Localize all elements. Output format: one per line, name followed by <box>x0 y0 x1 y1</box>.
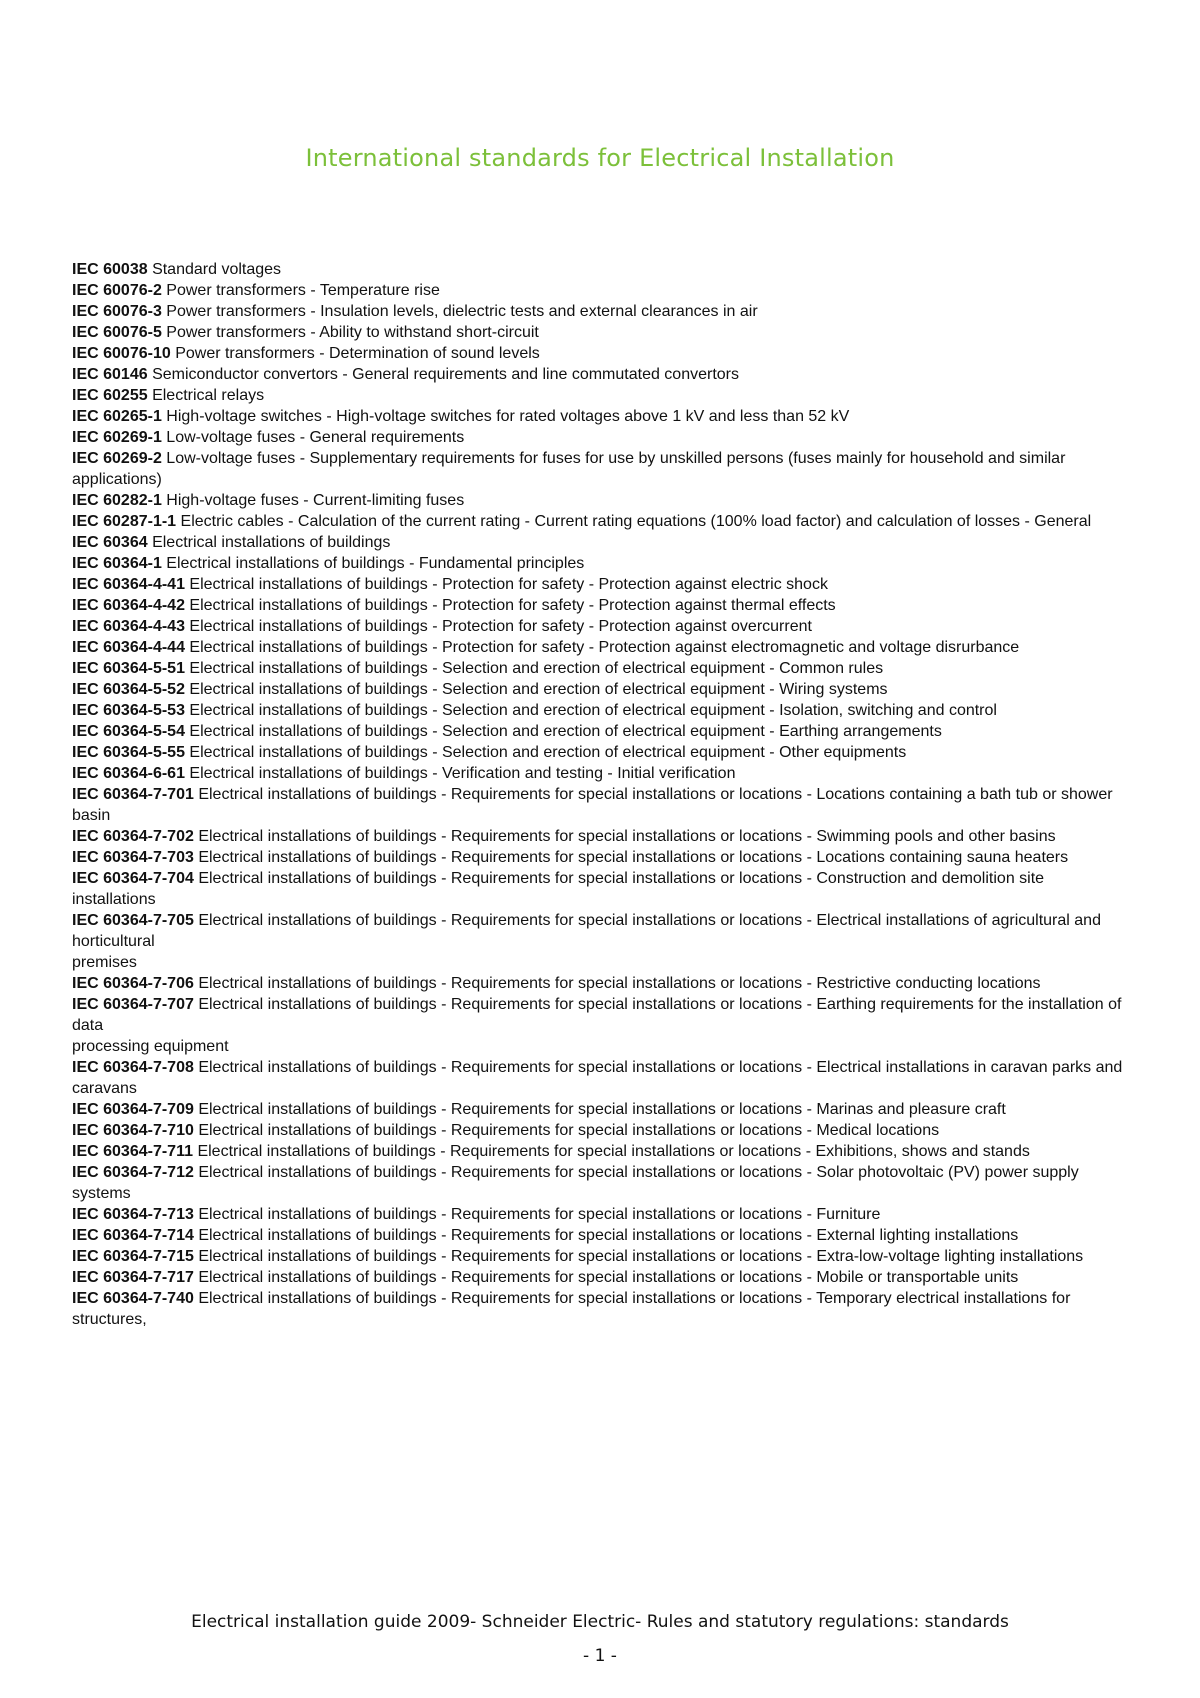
standard-entry <box>72 259 1128 280</box>
standard-description: Electrical installations of buildings - Requirements for special installations or locations - External lighting installations <box>198 1227 1019 1244</box>
standard-entry <box>72 847 1128 868</box>
standard-description: Electrical installations of buildings - Selection and erection of electrical equipment - Earthing arrangements <box>189 723 942 740</box>
standard-code: IEC 60364-4-42 <box>72 597 185 614</box>
standard-description: Electrical installations of buildings - Requirements for special installations or locations - Mobile or transportable units <box>198 1269 1019 1286</box>
standard-entry <box>72 532 1128 553</box>
standard-entry <box>72 1204 1128 1225</box>
standard-code: IEC 60076-5 <box>72 324 162 341</box>
standard-description: Electrical installations of buildings - Requirements for special installations or locations - Temporary electrical installations for structures, <box>72 1290 1071 1328</box>
standard-entry <box>72 301 1128 322</box>
standard-code: IEC 60269-2 <box>72 450 162 467</box>
standard-entry <box>72 343 1128 364</box>
page-number: - 1 - <box>583 1646 617 1666</box>
standard-code: IEC 60364-7-712 <box>72 1164 194 1181</box>
standard-code: IEC 60364-7-706 <box>72 975 194 992</box>
standard-description: Electrical installations of buildings - Requirements for special installations or locations - Furniture <box>198 1206 881 1223</box>
page-title: International standards for Electrical Installation <box>305 144 895 172</box>
standard-description-continued: processing equipment <box>72 1038 229 1055</box>
standard-entry <box>72 406 1128 427</box>
standard-code: IEC 60364-7-708 <box>72 1059 194 1076</box>
standard-code: IEC 60364-1 <box>72 555 162 572</box>
standard-description: Power transformers - Determination of sound levels <box>175 345 540 362</box>
standard-entry <box>72 574 1128 595</box>
standard-description: Electrical installations of buildings - Selection and erection of electrical equipment - Common rules <box>189 660 884 677</box>
standard-entry <box>72 973 1128 994</box>
standard-description: Electrical relays <box>152 387 265 404</box>
standard-entry <box>72 721 1128 742</box>
standard-description: Electrical installations of buildings - Requirements for special installations or locations - Swimming pools and other basins <box>198 828 1056 845</box>
standard-entry <box>72 322 1128 343</box>
standard-code: IEC 60364-7-740 <box>72 1290 194 1307</box>
standard-entry <box>72 364 1128 385</box>
standard-code: IEC 60364-7-705 <box>72 912 194 929</box>
standard-description: Electrical installations of buildings - Requirements for special installations or locations - Restrictive conducting locations <box>198 975 1041 992</box>
standard-entry <box>72 784 1128 826</box>
standard-description: Electrical installations of buildings - Requirements for special installations or locations - Construction and demolition site installations <box>72 870 1045 908</box>
standard-description-continued: premises <box>72 954 137 971</box>
standard-description: Electrical installations of buildings - Requirements for special installations or locations - Marinas and pleasure craft <box>198 1101 1006 1118</box>
standard-code: IEC 60364-5-55 <box>72 744 185 761</box>
standard-entry <box>72 1288 1128 1330</box>
standard-code: IEC 60076-3 <box>72 303 162 320</box>
standard-code: IEC 60364-7-703 <box>72 849 194 866</box>
standard-code: IEC 60076-2 <box>72 282 162 299</box>
standard-code: IEC 60364-4-41 <box>72 576 185 593</box>
standard-code: IEC 60364-7-710 <box>72 1122 194 1139</box>
standard-description: Electrical installations of buildings - Requirements for special installations or locations - Locations containing a bath tub or shower basin <box>72 786 1113 824</box>
standard-description: Electrical installations of buildings - Requirements for special installations or locations - Solar photovoltaic (PV) power supply systems <box>72 1164 1079 1202</box>
standard-description: Low-voltage fuses - Supplementary requirements for fuses for use by unskilled persons (fuses mainly for household and similar applications) <box>72 450 1066 488</box>
standard-description: Electrical installations of buildings - Requirements for special installations or locations - Electrical installations of agricultural and horticultural <box>72 912 1101 950</box>
standard-entry <box>72 700 1128 721</box>
standard-code: IEC 60364-6-61 <box>72 765 185 782</box>
standard-entry <box>72 763 1128 784</box>
standard-code: IEC 60255 <box>72 387 148 404</box>
standard-description: Electrical installations of buildings - Selection and erection of electrical equipment - Wiring systems <box>189 681 888 698</box>
standard-code: IEC 60364-5-54 <box>72 723 185 740</box>
standard-code: IEC 60364-5-53 <box>72 702 185 719</box>
standard-description: High-voltage switches - High-voltage switches for rated voltages above 1 kV and less than 52 kV <box>166 408 850 425</box>
standards-list <box>72 259 1128 1330</box>
standard-description: Electrical installations of buildings - Protection for safety - Protection against thermal effects <box>189 597 836 614</box>
standard-entry <box>72 616 1128 637</box>
standard-description: Electrical installations of buildings - Protection for safety - Protection against electromagnetic and voltage disrurbance <box>189 639 1020 656</box>
standard-description: Electric cables - Calculation of the current rating - Current rating equations (100% load factor) and calculation of losses - General <box>180 513 1092 530</box>
standard-description: Semiconductor convertors - General requirements and line commutated convertors <box>152 366 739 383</box>
standard-code: IEC 60364-5-52 <box>72 681 185 698</box>
standard-code: IEC 60364-7-709 <box>72 1101 194 1118</box>
standard-code: IEC 60364-7-701 <box>72 786 194 803</box>
standard-description: Electrical installations of buildings - Requirements for special installations or locations - Exhibitions, shows and stands <box>197 1143 1030 1160</box>
standard-code: IEC 60364-7-702 <box>72 828 194 845</box>
standard-entry <box>72 448 1128 490</box>
standard-code: IEC 60364-7-707 <box>72 996 194 1013</box>
standard-entry <box>72 1120 1128 1141</box>
standard-description: Electrical installations of buildings - Requirements for special installations or locations - Extra-low-voltage lighting installations <box>198 1248 1084 1265</box>
standard-entry <box>72 679 1128 700</box>
standard-code: IEC 60364-7-704 <box>72 870 194 887</box>
standard-code: IEC 60287-1-1 <box>72 513 177 530</box>
standard-description: Electrical installations of buildings - Selection and erection of electrical equipment - Other equipments <box>189 744 907 761</box>
standard-entry <box>72 280 1128 301</box>
standard-description: Power transformers - Temperature rise <box>166 282 440 299</box>
standard-description: Power transformers - Ability to withstand short-circuit <box>166 324 539 341</box>
standard-code: IEC 60364-7-717 <box>72 1269 194 1286</box>
standard-code: IEC 60265-1 <box>72 408 162 425</box>
standard-description: Electrical installations of buildings - Fundamental principles <box>166 555 585 572</box>
standard-code: IEC 60282-1 <box>72 492 162 509</box>
standard-entry <box>72 427 1128 448</box>
standard-entry <box>72 658 1128 679</box>
standard-entry <box>72 1246 1128 1267</box>
standard-description: Low-voltage fuses - General requirements <box>166 429 465 446</box>
standard-code: IEC 60364-4-43 <box>72 618 185 635</box>
standard-description: Electrical installations of buildings - Requirements for special installations or locations - Earthing requirements for the installation of data <box>72 996 1122 1034</box>
standard-entry <box>72 553 1128 574</box>
standard-entry <box>72 1267 1128 1288</box>
standard-code: IEC 60364-7-713 <box>72 1206 194 1223</box>
standard-code: IEC 60146 <box>72 366 148 383</box>
standard-entry <box>72 910 1128 973</box>
standard-entry <box>72 826 1128 847</box>
standard-entry <box>72 1141 1128 1162</box>
standard-entry <box>72 637 1128 658</box>
standard-entry <box>72 994 1128 1057</box>
standard-description: Electrical installations of buildings - Selection and erection of electrical equipment - Isolation, switching and control <box>189 702 997 719</box>
standard-code: IEC 60038 <box>72 261 148 278</box>
standard-description: Electrical installations of buildings - Protection for safety - Protection against electric shock <box>189 576 828 593</box>
standard-code: IEC 60364-7-715 <box>72 1248 194 1265</box>
standard-entry <box>72 742 1128 763</box>
standard-entry <box>72 1162 1128 1204</box>
standard-entry <box>72 385 1128 406</box>
standard-entry <box>72 1099 1128 1120</box>
standard-description: Electrical installations of buildings - Requirements for special installations or locations - Locations containing sauna heaters <box>198 849 1069 866</box>
standard-code: IEC 60364-5-51 <box>72 660 185 677</box>
standard-description: Standard voltages <box>152 261 282 278</box>
standard-entry <box>72 490 1128 511</box>
standard-description: Electrical installations of buildings - Verification and testing - Initial verification <box>189 765 736 782</box>
standard-description: Electrical installations of buildings <box>152 534 391 551</box>
standard-entry <box>72 1225 1128 1246</box>
standard-entry <box>72 511 1128 532</box>
standard-code: IEC 60076-10 <box>72 345 171 362</box>
standard-description: Electrical installations of buildings - Requirements for special installations or locations - Electrical installations in caravan parks and caravans <box>72 1059 1123 1097</box>
standard-description: Power transformers - Insulation levels, dielectric tests and external clearances in air <box>166 303 758 320</box>
standard-code: IEC 60364 <box>72 534 148 551</box>
standard-code: IEC 60364-4-44 <box>72 639 185 656</box>
standard-entry <box>72 868 1128 910</box>
standard-code: IEC 60364-7-711 <box>72 1143 193 1160</box>
footer-text: Electrical installation guide 2009- Schneider Electric- Rules and statutory regulations: standards <box>191 1612 1009 1632</box>
standard-code: IEC 60364-7-714 <box>72 1227 194 1244</box>
standard-description: Electrical installations of buildings - Requirements for special installations or locations - Medical locations <box>198 1122 940 1139</box>
standard-code: IEC 60269-1 <box>72 429 162 446</box>
standard-description: High-voltage fuses - Current-limiting fuses <box>166 492 465 509</box>
standard-entry <box>72 595 1128 616</box>
standard-entry <box>72 1057 1128 1099</box>
standard-description: Electrical installations of buildings - Protection for safety - Protection against overcurrent <box>189 618 812 635</box>
